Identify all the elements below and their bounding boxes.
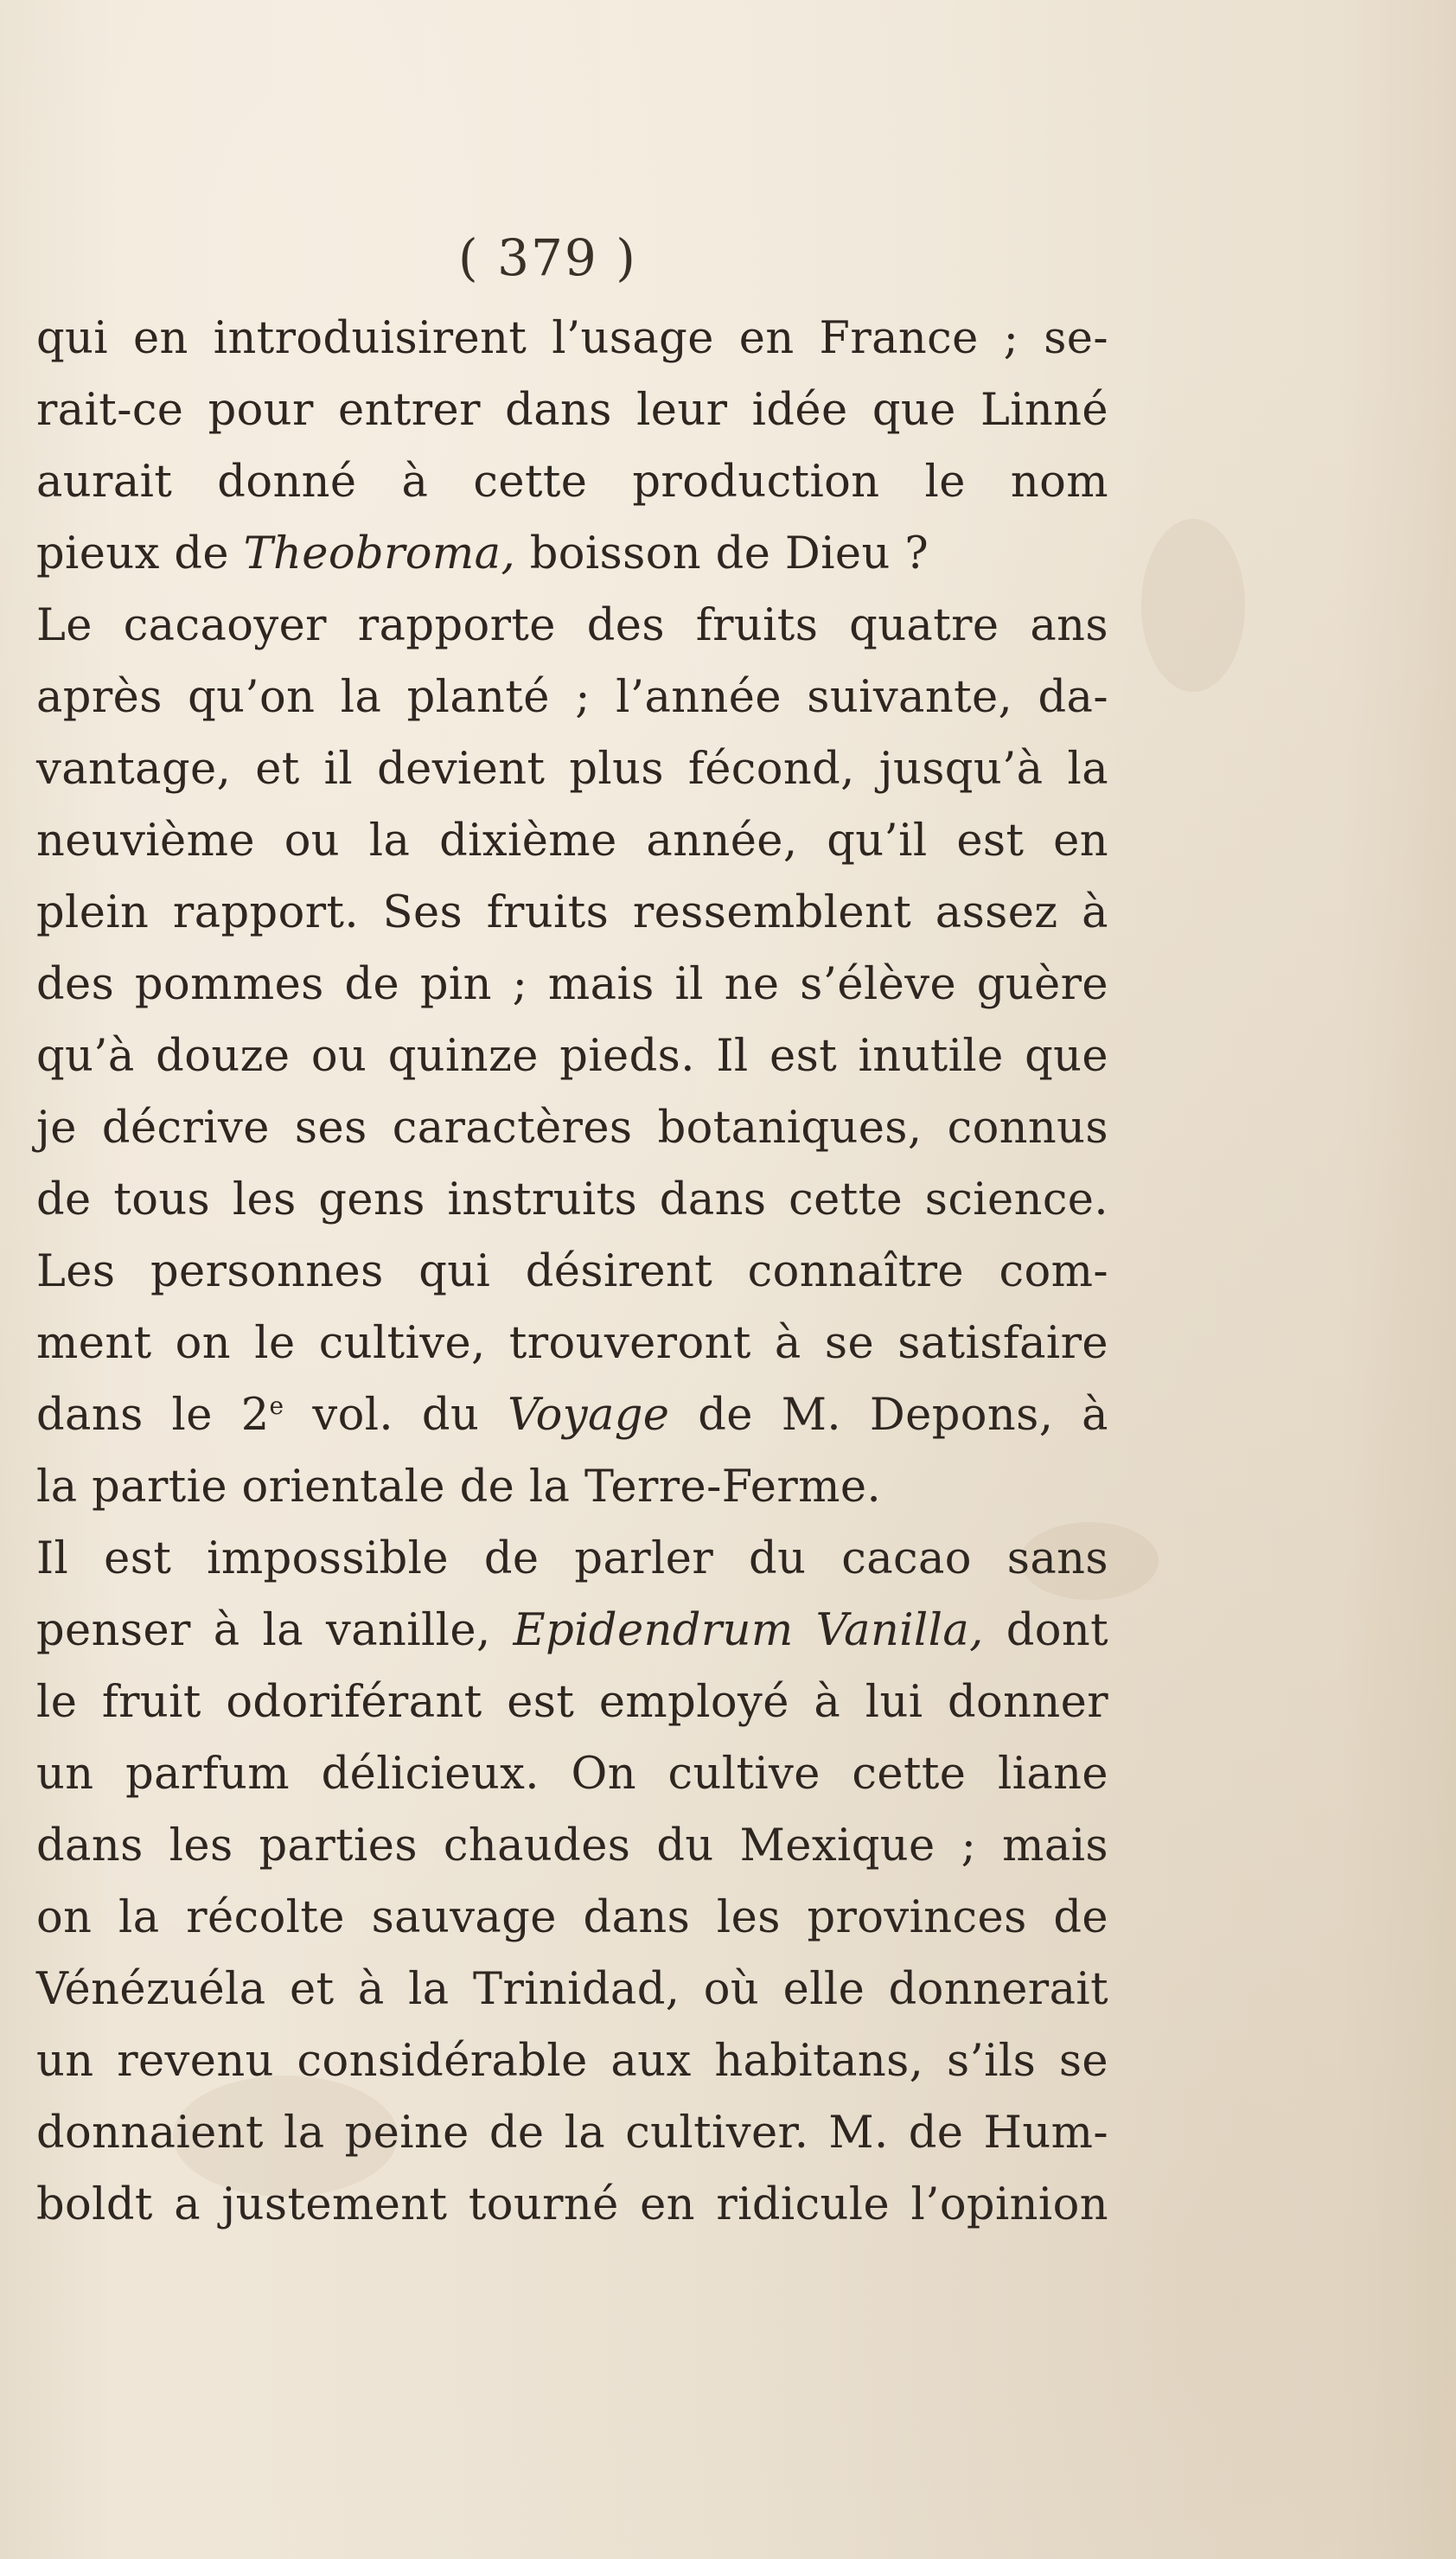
text-segment: qu’à douze ou quinze pieds. Il est inutile que — [36, 1031, 1108, 1082]
text-line — [36, 1164, 1108, 1236]
text-line — [36, 1667, 1108, 1738]
text-line — [36, 733, 1108, 805]
text-line — [36, 1882, 1108, 1954]
text-line — [36, 877, 1108, 949]
text-segment: penser à la vanille, — [36, 1605, 514, 1656]
text-line — [36, 518, 1108, 590]
text-segment: plein rapport. Ses fruits ressemblent assez à — [36, 887, 1108, 938]
text-segment: boisson de Dieu ? — [515, 528, 929, 579]
text-line — [36, 374, 1108, 446]
text-segment: vantage, et il devient plus fécond, jusqu’à la — [36, 744, 1108, 795]
text-line — [36, 1308, 1108, 1379]
text-segment: un revenu considérable aux habitans, s’ils se — [36, 2036, 1108, 2087]
text-segment: Les personnes qui désirent connaître com- — [36, 1246, 1108, 1297]
text-segment: Le cacaoyer rapporte des fruits quatre ans — [36, 600, 1108, 651]
text-line — [36, 1092, 1108, 1164]
text-segment: dont — [983, 1605, 1108, 1656]
text-segment: le fruit odoriférant est employé à lui donner — [36, 1677, 1108, 1728]
text-segment: ment on le cultive, trouveront à se satisfaire — [36, 1318, 1108, 1369]
text-segment: dans le 2 — [36, 1390, 270, 1441]
italic-text: Theobroma, — [243, 528, 516, 579]
paper-stain — [1141, 519, 1245, 692]
text-segment: Vénézuéla et à la Trinidad, où elle donnerait — [36, 1964, 1108, 2015]
text-segment: un parfum délicieux. On cultive cette liane — [36, 1749, 1108, 1800]
text-line — [36, 949, 1108, 1020]
text-line — [36, 662, 1108, 733]
text-line — [36, 2025, 1108, 2097]
text-line — [36, 1595, 1108, 1667]
text-line — [36, 1523, 1108, 1595]
text-segment: des pommes de pin ; mais il ne s’élève guère — [36, 959, 1108, 1010]
text-segment: aurait donné à cette production le nom — [36, 457, 1108, 508]
text-segment: pieux de — [36, 528, 244, 579]
text-segment: Il est impossible de parler du cacao sans — [36, 1533, 1108, 1584]
text-line — [36, 1954, 1108, 2025]
italic-text: Epidendrum Vanilla, — [513, 1605, 984, 1656]
text-line — [36, 1236, 1108, 1308]
text-segment: dans les parties chaudes du Mexique ; mais — [36, 1820, 1108, 1871]
text-line — [36, 1810, 1108, 1882]
text-line — [36, 2169, 1108, 2241]
text-line — [36, 303, 1108, 374]
text-line — [36, 1020, 1108, 1092]
text-line — [36, 805, 1108, 877]
text-segment: la partie orientale de la Terre-Ferme. — [36, 1462, 882, 1513]
text-line — [36, 1738, 1108, 1810]
page-text — [36, 303, 1108, 2241]
text-segment: boldt a justement tourné en ridicule l’opinion — [36, 2179, 1108, 2230]
page-number: ( 379 ) — [458, 228, 637, 287]
text-line — [36, 1379, 1108, 1451]
text-segment: on la récolte sauvage dans les provinces de — [36, 1892, 1108, 1943]
italic-text: Voyage — [508, 1390, 670, 1441]
text-segment: de tous les gens instruits dans cette science. — [36, 1174, 1108, 1225]
text-segment: rait-ce pour entrer dans leur idée que Linné — [36, 385, 1108, 436]
text-segment: après qu’on la planté ; l’année suivante, da- — [36, 672, 1108, 723]
text-segment: neuvième ou la dixième année, qu’il est en — [36, 816, 1108, 867]
text-line — [36, 446, 1108, 518]
text-segment: de M. Depons, à — [669, 1390, 1108, 1441]
superscript-text: e — [269, 1391, 284, 1420]
text-segment: donnaient la peine de la cultiver. M. de Hum- — [36, 2108, 1108, 2159]
text-segment: je décrive ses caractères botaniques, connus — [36, 1103, 1108, 1154]
text-line — [36, 2097, 1108, 2169]
text-segment: qui en introduisirent l’usage en France ; se- — [36, 313, 1108, 364]
text-segment: vol. du — [284, 1390, 508, 1441]
text-line — [36, 1451, 1108, 1523]
text-line — [36, 590, 1108, 662]
